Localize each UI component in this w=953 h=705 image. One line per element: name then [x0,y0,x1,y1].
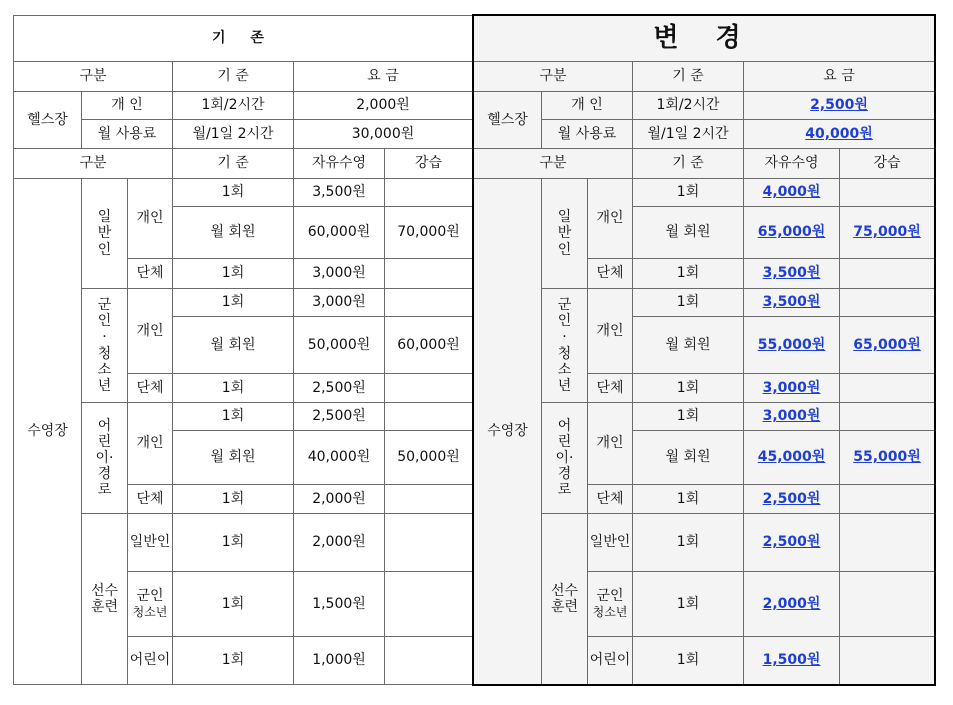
old-health-fee: 2,000원 [294,92,473,120]
new-athlete-sub: 어린이 [588,637,633,685]
new-once: 1회 [633,637,744,685]
new-empty [840,289,935,317]
new-lesson-fee: 65,000원 [840,317,935,374]
old-empty [385,179,473,207]
old-header-free-swim: 자유수영 [294,149,385,179]
new-fee: 2,000원 [744,572,840,637]
new-monthly: 월 회원 [633,207,744,259]
old-athlete-sub: 일반인 [128,514,173,572]
old-military-label: 군 인 · 청 소 년 [82,289,128,403]
old-fee: 3,000원 [294,289,385,317]
old-health-fee: 30,000원 [294,120,473,149]
old-empty [385,403,473,431]
new-lesson-fee: 55,000원 [840,431,935,485]
new-header-lesson: 강습 [840,149,935,179]
new-header-free-swim: 자유수영 [744,149,840,179]
old-athlete-sub: 어린이 [128,637,173,685]
old-group: 단체 [128,374,173,403]
old-fee: 2,500원 [294,403,385,431]
old-fee: 2,000원 [294,485,385,514]
old-military-personal: 개인 [128,289,173,374]
new-title: 변 경 [474,16,935,62]
new-health-fee: 2,500원 [744,92,935,120]
old-general-personal: 개인 [128,179,173,259]
new-once: 1회 [633,514,744,572]
old-header-category: 구분 [14,149,173,179]
old-health-label: 헬스장 [14,92,82,149]
new-fee: 2,500원 [744,514,840,572]
new-health-type: 개 인 [542,92,633,120]
old-fee: 1,000원 [294,637,385,685]
old-empty [385,572,473,637]
old-health-type: 월 사용료 [82,120,173,149]
old-lesson-fee: 60,000원 [385,317,473,374]
new-health-standard: 월/1일 2시간 [633,120,744,149]
old-once: 1회 [173,637,294,685]
new-monthly: 월 회원 [633,431,744,485]
old-monthly: 월 회원 [173,317,294,374]
old-monthly: 월 회원 [173,207,294,259]
new-once: 1회 [633,403,744,431]
old-header-lesson: 강습 [385,149,473,179]
old-fee: 2,000원 [294,514,385,572]
old-empty [385,514,473,572]
old-group: 단체 [128,259,173,289]
old-health-standard: 월/1일 2시간 [173,120,294,149]
old-empty [385,485,473,514]
old-athlete-label: 선수 훈련 [82,514,128,685]
new-group: 단체 [588,485,633,514]
new-child-label: 어 린 이· 경 로 [542,403,588,514]
old-child-label: 어 린 이· 경 로 [82,403,128,514]
old-lesson-fee: 50,000원 [385,431,473,485]
new-military-personal: 개인 [588,289,633,374]
new-header-fee: 요 금 [744,62,935,92]
old-general-label: 일 반 인 [82,179,128,289]
old-empty [385,289,473,317]
new-lesson-fee: 75,000원 [840,207,935,259]
new-empty [840,179,935,207]
old-monthly: 월 회원 [173,431,294,485]
old-fee: 3,000원 [294,259,385,289]
new-fee: 4,000원 [744,179,840,207]
old-fee: 2,500원 [294,374,385,403]
old-header-standard: 기 준 [173,62,294,92]
old-health-type: 개 인 [82,92,173,120]
new-athlete-label: 선수 훈련 [542,514,588,685]
new-monthly: 월 회원 [633,317,744,374]
old-pool-label: 수영장 [14,179,82,685]
new-fee: 3,000원 [744,403,840,431]
new-group: 단체 [588,374,633,403]
new-once: 1회 [633,289,744,317]
new-once: 1회 [633,485,744,514]
new-once: 1회 [633,572,744,637]
old-once: 1회 [173,514,294,572]
old-once: 1회 [173,179,294,207]
old-fee: 1,500원 [294,572,385,637]
old-title: 기 존 [14,16,473,62]
old-once: 1회 [173,403,294,431]
old-fee: 3,500원 [294,179,385,207]
old-once: 1회 [173,289,294,317]
new-once: 1회 [633,259,744,289]
old-header-standard: 기 준 [173,149,294,179]
new-fee: 1,500원 [744,637,840,685]
old-fee: 50,000원 [294,317,385,374]
old-once: 1회 [173,374,294,403]
old-once: 1회 [173,259,294,289]
old-empty [385,259,473,289]
old-lesson-fee: 70,000원 [385,207,473,259]
new-fee: 65,000원 [744,207,840,259]
new-health-type: 월 사용료 [542,120,633,149]
new-fee: 3,500원 [744,259,840,289]
old-empty [385,637,473,685]
old-once: 1회 [173,485,294,514]
new-fee: 3,000원 [744,374,840,403]
old-fee: 60,000원 [294,207,385,259]
old-child-personal: 개인 [128,403,173,485]
old-once: 1회 [173,572,294,637]
new-empty [840,572,935,637]
new-child-personal: 개인 [588,403,633,485]
new-general-personal: 개인 [588,179,633,259]
new-fee: 45,000원 [744,431,840,485]
new-empty [840,403,935,431]
fee-table-new [473,15,935,685]
new-pool-label: 수영장 [474,179,542,685]
new-once: 1회 [633,374,744,403]
fee-table-old [13,15,473,685]
old-athlete-sub: 군인 청소년 [128,572,173,637]
old-fee: 40,000원 [294,431,385,485]
new-empty [840,514,935,572]
old-group: 단체 [128,485,173,514]
new-fee: 2,500원 [744,485,840,514]
new-health-standard: 1회/2시간 [633,92,744,120]
new-empty [840,259,935,289]
new-athlete-sub: 군인 청소년 [588,572,633,637]
old-health-standard: 1회/2시간 [173,92,294,120]
new-group: 단체 [588,259,633,289]
new-health-label: 헬스장 [474,92,542,149]
old-header-fee: 요 금 [294,62,473,92]
new-header-standard: 기 준 [633,149,744,179]
new-empty [840,374,935,403]
new-fee: 55,000원 [744,317,840,374]
new-athlete-sub: 일반인 [588,514,633,572]
new-health-fee: 40,000원 [744,120,935,149]
new-general-label: 일 반 인 [542,179,588,289]
new-empty [840,637,935,685]
old-empty [385,374,473,403]
new-header-category: 구분 [474,149,633,179]
old-header-category: 구분 [14,62,173,92]
new-fee: 3,500원 [744,289,840,317]
new-once: 1회 [633,179,744,207]
new-header-standard: 기 준 [633,62,744,92]
new-header-category: 구분 [474,62,633,92]
new-military-label: 군 인 · 청 소 년 [542,289,588,403]
new-empty [840,485,935,514]
